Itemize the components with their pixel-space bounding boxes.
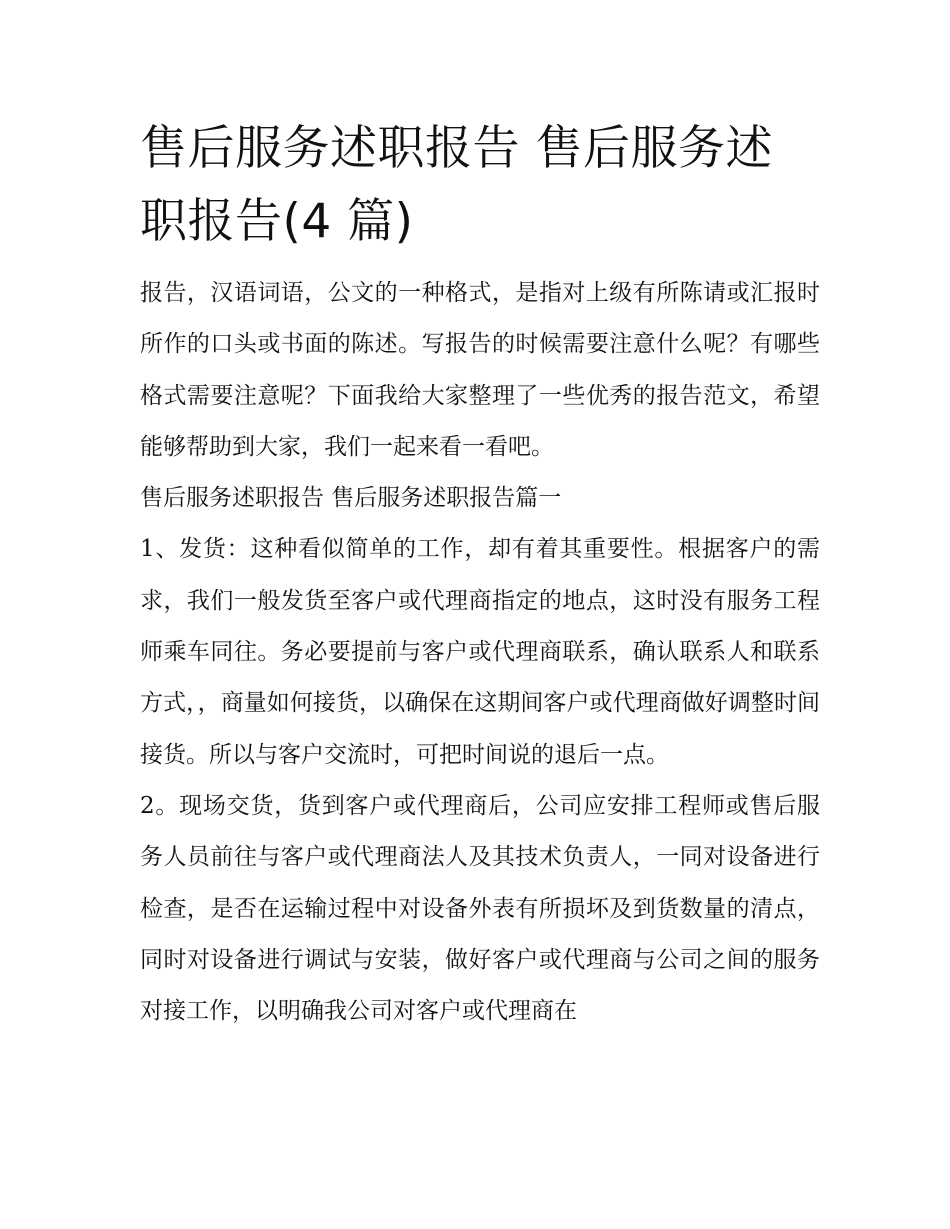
document-page <box>140 112 820 1037</box>
body-paragraph-1: 1、发货：这种看似简单的工作，却有着其重要性。根据客户的需求，我们一般发货至客户或代理商指定的地点，这时没有服务工程师乘车同往。务必要提前与客户或代理商联系，确认联系人和联系方式，，商量如何接货，以确保在这期间客户或代理商做好调整时间接货。所以与客户交流时，可把时间说的退后一点。 <box>140 536 820 768</box>
document-title: 售后服务述职报告 售后服务述职报告(4 篇) <box>140 121 773 249</box>
body-paragraph-2: 2。现场交货，货到客户或代理商后，公司应安排工程师或售后服务人员前往与客户或代理商法人及其技术负责人，一同对设备进行检查，是否在运输过程中对设备外表有所损坏及到货数量的清点，同时对设备进行调试与安装，做好客户或代理商与公司之间的服务对接工作，以明确我公司对客户或代理商在 <box>140 792 820 1025</box>
section-heading: 售后服务述职报告 售后服务述职报告篇一 <box>140 485 562 512</box>
document-body <box>140 268 820 1037</box>
intro-paragraph: 报告，汉语词语，公文的一种格式，是指对上级有所陈请或汇报时所作的口头或书面的陈述。写报告的时候需要注意什么呢？有哪些格式需要注意呢？下面我给大家整理了一些优秀的报告范文，希望能够帮助到大家，我们一起来看一看吧。 <box>140 280 820 460</box>
